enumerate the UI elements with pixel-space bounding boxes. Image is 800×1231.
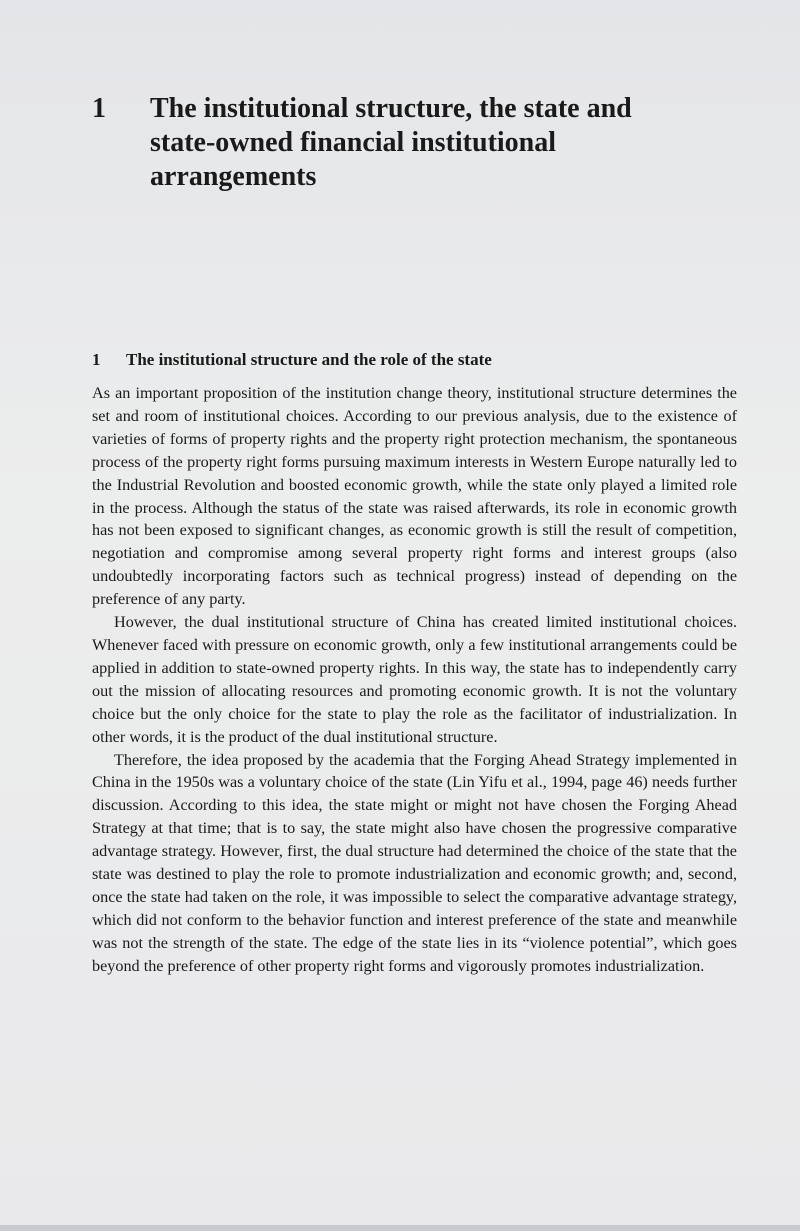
chapter-heading	[92, 92, 752, 194]
paragraph: However, the dual institutional structure of China has created limited institutional choices. Whenever faced with pressure on economic growth, only a few institutional arrangements could be applied in addition to state-owned property rights. In this way, the state has to independently carry out the mission of allocating resources and promoting economic growth. It is not the voluntary choice but the only choice for the state to play the role as the facilitator of industrialization. In other words, it is the product of the dual institutional structure.	[92, 613, 737, 746]
page-edge-shadow	[0, 1225, 800, 1231]
chapter-title: The institutional structure, the state and state-owned financial institutional arrangements	[150, 93, 632, 192]
section-title: The institutional structure and the role of the state	[126, 350, 492, 369]
paragraph: As an important proposition of the institution change theory, institutional structure determines the set and room of institutional choices. According to our previous analysis, due to the existence of varieties of forms of property rights and the property right protection mechanism, the spontaneous process of the property right forms pursuing maximum interests in Western Europe naturally led to the Industrial Revolution and boosted economic growth, while the state only played a limited role in the process. Although the status of the state was raised afterwards, its role in economic growth has not been exposed to significant changes, as economic growth is still the result of competition, negotiation and compromise among several property right forms and interest groups (also undoubtedly incorporating factors such as technical progress) instead of depending on the preference of any party.	[92, 384, 737, 609]
paragraph: Therefore, the idea proposed by the academia that the Forging Ahead Strategy implemented in China in the 1950s was a voluntary choice of the state (Lin Yifu et al., 1994, page 46) needs further discussion. According to this idea, the state might or might not have chosen the Forging Ahead Strategy at that time; that is to say, the state might also have chosen the progressive comparative advantage strategy. However, first, the dual structure had determined the choice of the state that the state was destined to play the role to promote industrialization and economic growth; and, second, once the state had taken on the role, it was impossible to select the comparative advantage strategy, which did not conform to the behavior function and interest preference of the state and meanwhile was not the strength of the state. The edge of the state lies in its “violence potential”, which goes beyond the preference of other property right forms and vigorously promotes industrialization.	[92, 750, 737, 975]
chapter-number: 1	[92, 93, 106, 124]
section-number: 1	[92, 350, 101, 369]
body-text	[92, 382, 737, 978]
section-heading	[92, 349, 742, 371]
